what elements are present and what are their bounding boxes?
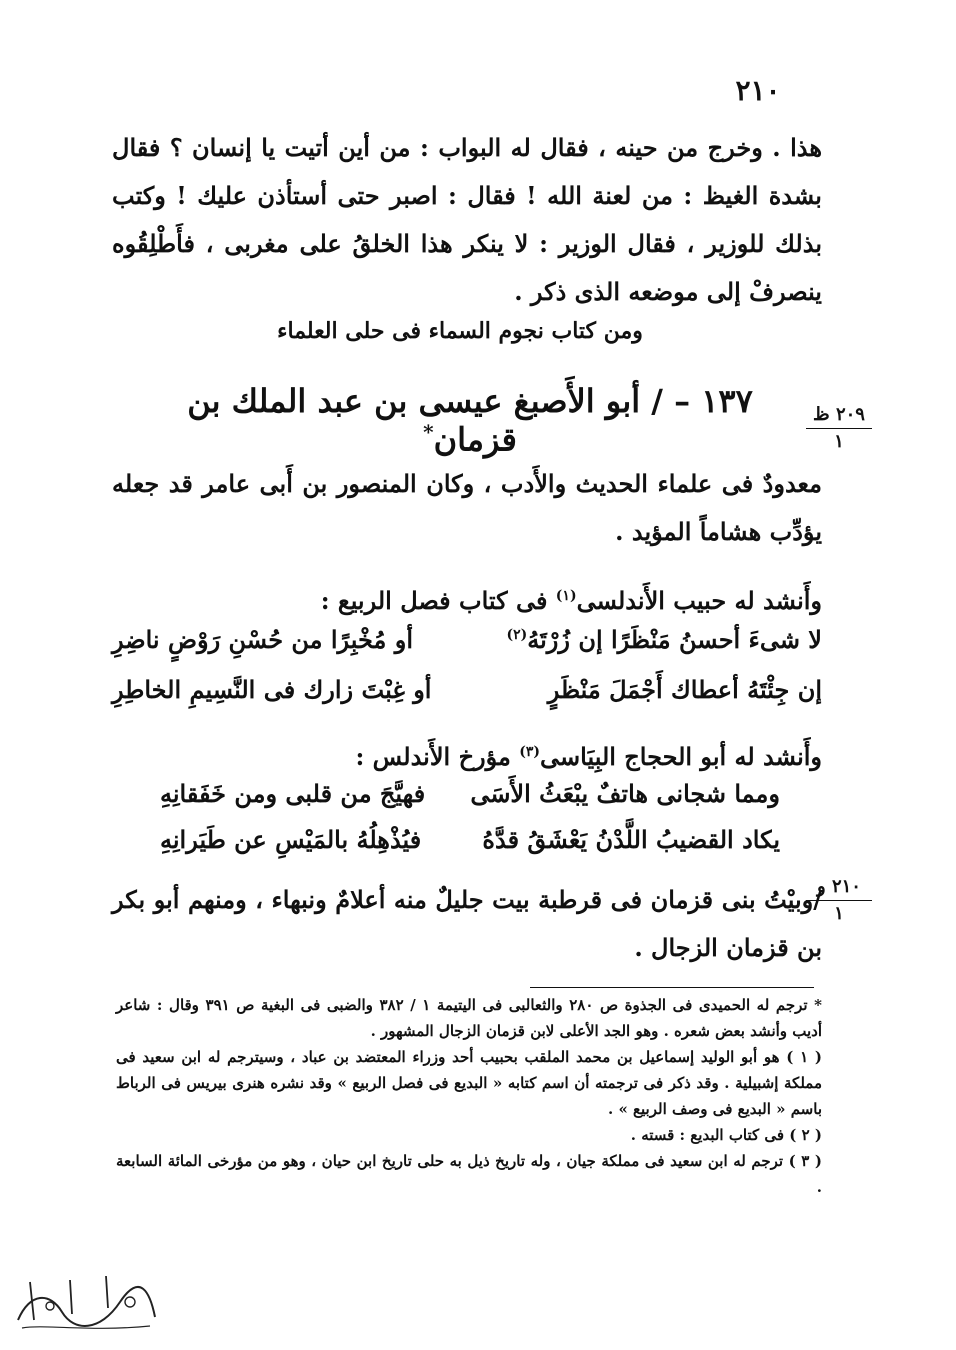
verse-line (160, 770, 780, 816)
paragraph-family: /وبيْتُ بنى قزمان فى قرطبة بيت جليلٌ منه أعلامٌ ونبهاء ، ومنهم أبو بكر بن قزمان الزجال . (112, 885, 822, 962)
verse-hemistich-right: إن جِئْتَهُ أعطاك أَجْمَلَ مَنْظَرٍ (547, 674, 822, 704)
entry-heading-text: ١٣٧ – / أبو الأَصبغ عيسى بن عبد الملك بن قزمان (187, 382, 753, 459)
footnote-ref-3: (٣) (519, 744, 541, 760)
footnote-ref-1: (١) (555, 588, 577, 604)
page-number: ٢١٠ (735, 74, 781, 107)
footnote-ref-2: (٢) (506, 626, 528, 643)
verse-line (160, 816, 780, 862)
margin-folio-ref-2-bottom: ١ (834, 903, 844, 924)
library-logo (10, 1262, 160, 1342)
verse-hemistich-right (506, 625, 822, 654)
paragraph-continuation: هذا . وخرج من حينه ، فقال له البواب : من أين أتيت يا إنسان ؟ فقال بشدة الغيظ : من لعنة الله ! فقال : اصبر حتى أستأذن عليك ! وكتب بذلك للوزير ، فقال الوزير : لا ينكر هذا الخلقُ على مغربى ، فأَطْلِقُوه ينصرفْ إلى موضعه الذى ذكر . (112, 133, 822, 306)
footnote-separator (530, 987, 814, 988)
footnote-entry: ( ٣ ) ترجم له ابن سعيد فى مملكة جيان ، وله تاريخ ذيل به حلى تاريخ ابن حيان ، وهو من مؤرخى المائة السابعة . (116, 1152, 822, 1196)
paragraph-biography: معدودٌ فى علماء الحديث والأَدب ، وكان المنصور بن أَبى عامر قد جعله يؤدِّب هشاماً المؤيد . (112, 469, 822, 546)
verse-hemistich-text: لا شىءَ أحسنُ مَنْظَرًا إن زُرْتَهُ (527, 624, 822, 654)
verse-block-2 (160, 770, 780, 862)
verse-hemistich-left: أو غِبْتَ زارك فى النَّسِيمِ الخاطِرِ (112, 674, 432, 704)
footnote-entry: ( ٢ ) فى كتاب البديع : قسته . (630, 1126, 822, 1144)
entry-heading (150, 382, 790, 459)
verse-intro-2-suffix: مؤرخ الأَندلس : (355, 742, 520, 771)
entry-heading-mark: * (423, 420, 434, 444)
source-heading: ومن كتاب نجوم السماء فى حلى العلماء (277, 318, 643, 344)
verse-hemistich-right: يكاد القضيبُ اللَّدْنُ يَعْشَقُ قدَّهُ (482, 824, 780, 854)
footnotes (116, 992, 822, 1200)
footnote-entry: ( ١ ) هو أبو الوليد إسماعيل بن محمد الملقب بحبيب أحد وزراء المعتضد بن عباد ، وسيترجم له ابن سعيد فى مملكة إشبيلية . وقد ذكر فى ترجمته أن اسم كتابه « البديع فى فصل الربيع » وقد نشره هنرى بيريس فى الرباط باسم « البديع فى وصف الربيع » . (116, 1048, 822, 1118)
verse-block-1 (112, 614, 822, 714)
footnote-entry: * ترجم له الحميدى فى الجذوة ص ٢٨٠ والثعالبى فى اليتيمة ١ / ٣٨٢ والضبى فى البغية ص ٣٩١ وقال : شاعر أديب وأنشد بعض شعره . وهو الجد الأعلى لابن قزمان الزجال المشهور . (116, 996, 822, 1040)
verse-hemistich-left: فهيَّجَ من قلبى ومن خَفَقانِهِ (160, 778, 426, 808)
margin-folio-ref-1 (806, 404, 872, 453)
verse-hemistich-right: ومما شجانى هاتفٌ يبْعَثُ الأَسَى (470, 778, 780, 808)
verse-intro-1-prefix: وأَنشد له حبيب الأَندلسى (576, 586, 822, 615)
margin-folio-ref-2-top: ٢١٠ و (806, 876, 872, 901)
verse-intro-2-prefix: وأَنشد له أبو الحجاج البِيَاسى (540, 742, 822, 771)
verse-line (112, 664, 822, 714)
verse-hemistich-left: فيُذْهِلُهُ بالمَيْسِ عن طَيَرانِهِ (160, 824, 422, 854)
verse-intro-1-suffix: فى كتاب فصل الربيع : (320, 586, 556, 615)
margin-folio-ref-1-bottom: ١ (834, 431, 844, 452)
margin-folio-ref-1-top: ٢٠٩ ظ (806, 404, 872, 429)
verse-line (112, 614, 822, 664)
verse-hemistich-left: أو مُخْبِرًا من حُسْنِ رَوْضٍ ناضِرِ (112, 624, 413, 654)
